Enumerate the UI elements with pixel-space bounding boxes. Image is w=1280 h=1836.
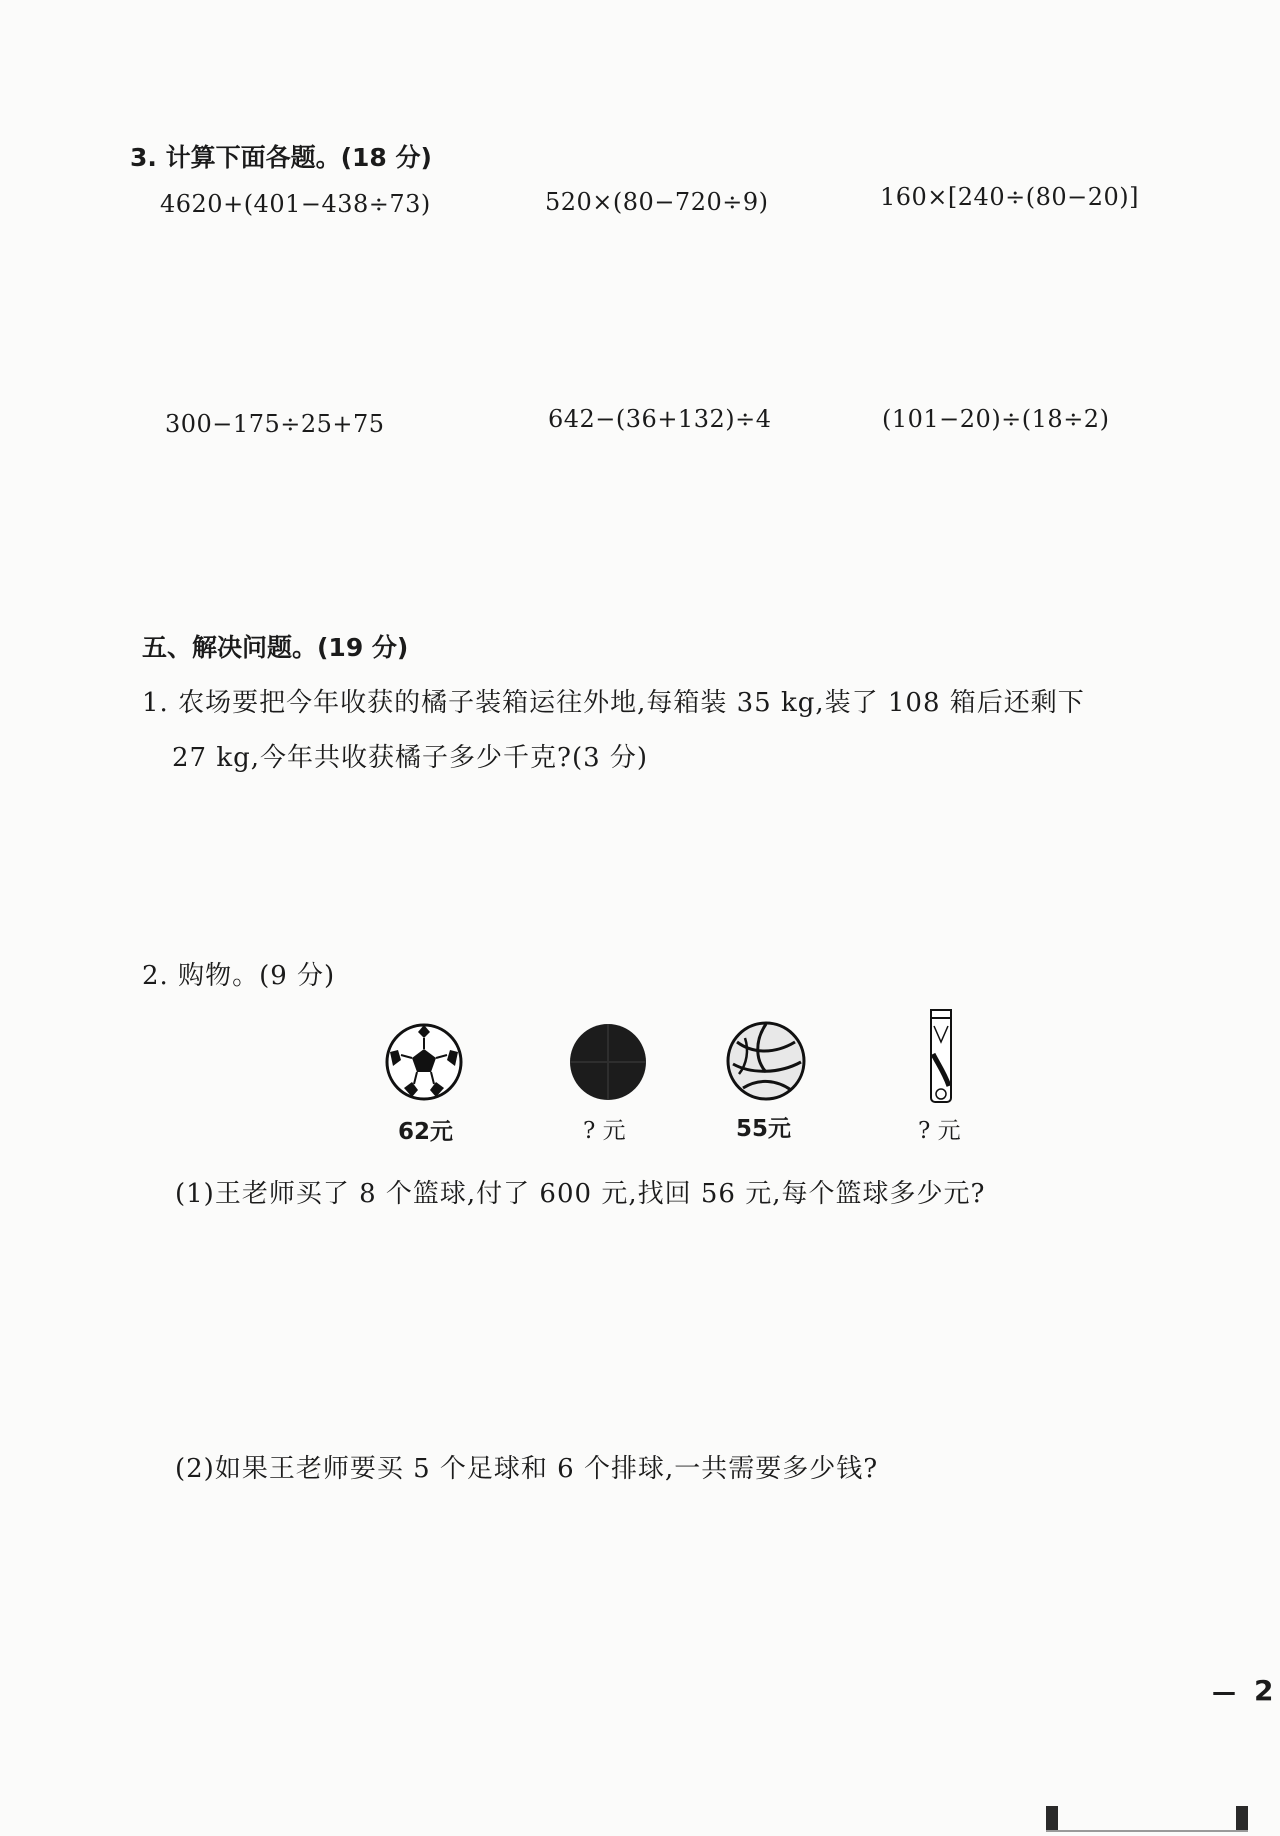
scan-line <box>1046 1830 1248 1832</box>
problem-1-line-2: 27 kg,今年共收获橘子多少千克?(3 分) <box>172 743 649 773</box>
sub-question-2: (2)如果王老师要买 5 个足球和 6 个排球,一共需要多少钱? <box>175 1454 879 1484</box>
scan-mark <box>1046 1806 1058 1832</box>
problem-2-header: 2. 购物。(9 分) <box>142 961 336 991</box>
expression: 160×[240÷(80−20)] <box>880 183 1139 211</box>
q3-header: 3. 计算下面各题。(18 分) <box>130 143 432 172</box>
page-number: 2 <box>1254 1674 1274 1707</box>
price-label: ? 元 <box>583 1118 626 1144</box>
price-label: 55元 <box>736 1116 792 1142</box>
shuttlecock-tube-icon <box>924 1006 958 1106</box>
sub-question-1: (1)王老师买了 8 个篮球,付了 600 元,找回 56 元,每个篮球多少元? <box>175 1179 986 1209</box>
scan-mark <box>1236 1806 1248 1832</box>
price-label: 62元 <box>398 1119 454 1145</box>
expression: 4620+(401−438÷73) <box>160 190 431 218</box>
basketball-icon <box>568 1022 648 1102</box>
volleyball-icon <box>725 1020 807 1102</box>
problem-1-line-1: 1. 农场要把今年收获的橘子装箱运往外地,每箱装 35 kg,装了 108 箱后还剩下 <box>142 688 1085 718</box>
expression: 520×(80−720÷9) <box>545 188 769 216</box>
expression: (101−20)÷(18÷2) <box>882 405 1110 433</box>
expression: 642−(36+132)÷4 <box>548 405 772 433</box>
section-header: 五、解决问题。(19 分) <box>142 633 409 662</box>
soccer-ball-icon <box>384 1022 464 1102</box>
price-label: ? 元 <box>918 1118 961 1144</box>
expression: 300−175÷25+75 <box>165 410 385 438</box>
footer-dash: — <box>1212 1678 1236 1706</box>
